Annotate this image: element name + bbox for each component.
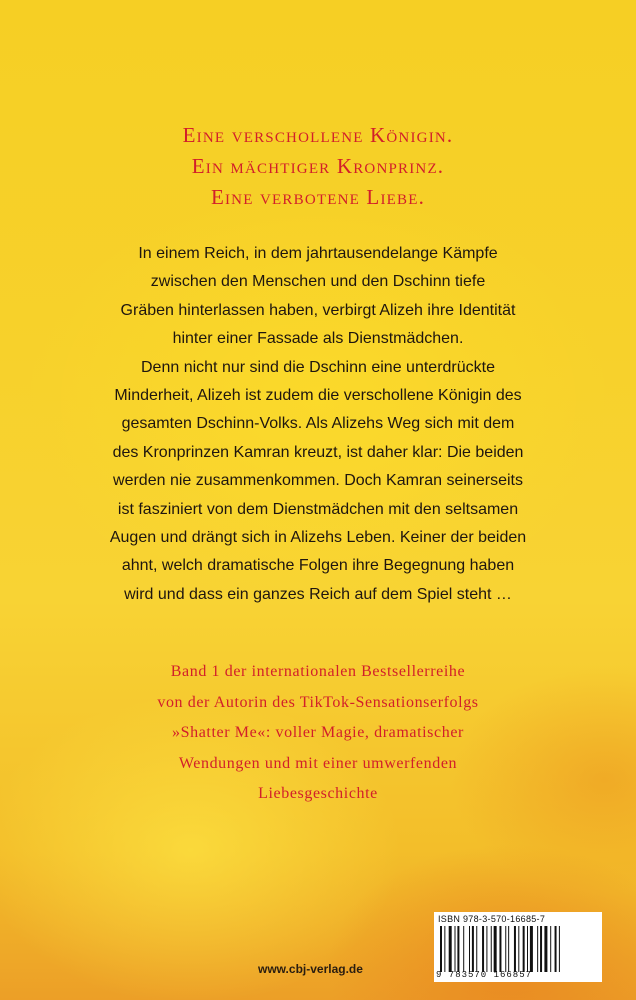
blurb-line: werden nie zusammenkommen. Doch Kamran seinerseits (113, 472, 523, 490)
blurb-line: Gräben hinterlassen haben, verbirgt Alizeh ihre Identität (120, 301, 516, 319)
blurb-line: Denn nicht nur sind die Dschinn eine unterdrückte (141, 358, 495, 376)
blurb-line: Augen und drängt sich in Alizehs Leben. Keiner der beiden (109, 529, 527, 547)
blurb-line: ahnt, welch dramatische Folgen ihre Begegnung haben (121, 557, 515, 575)
blurb-line: Minderheit, Alizeh ist zudem die verschollene Königin des (114, 387, 522, 405)
isbn-barcode (434, 912, 602, 982)
blurb-line: zwischen den Menschen und den Dschinn tiefe (150, 273, 486, 291)
tagline (0, 657, 636, 810)
tagline-line: Liebesgeschichte (258, 785, 378, 802)
blurb-line: In einem Reich, in dem jahrtausendelange Kämpfe (138, 245, 498, 262)
blurb-line: gesamten Dschinn-Volks. Als Alizehs Weg sich mit dem (121, 415, 515, 433)
blurb-line: wird und dass ein ganzes Reich auf dem Spiel steht … (124, 585, 512, 603)
tagline-line: Band 1 der internationalen Bestsellerreihe (170, 663, 466, 680)
tagline-line: von der Autorin des TikTok-Sensationserfolgs (157, 693, 479, 711)
tagline-line: »Shatter Me«: voller Magie, dramatischer (172, 724, 464, 741)
blurb-line: des Kronprinzen Kamran kreuzt, ist daher klar: Die beiden (112, 443, 524, 461)
headline-line-1: Eine verschollene Königin. (182, 123, 454, 147)
isbn-label: ISBN 978-3-570-16685-7 (438, 914, 546, 924)
headline-line-2: Ein mächtiger Kronprinz. (191, 154, 445, 178)
headline-line-3: Eine verbotene Liebe. (210, 185, 426, 209)
publisher-website: www.cbj-verlag.de (258, 962, 363, 976)
blurb (0, 240, 636, 609)
barcode-number: 9 783570 166857 (436, 970, 533, 980)
tagline-line: Wendungen und mit einer umwerfenden (178, 754, 458, 772)
barcode-bars-icon (440, 926, 596, 972)
blurb-line: hinter einer Fassade als Dienstmädchen. (172, 330, 464, 348)
headline (0, 120, 636, 213)
blurb-line: ist fasziniert von dem Dienstmädchen mit den seltsamen (117, 500, 519, 518)
